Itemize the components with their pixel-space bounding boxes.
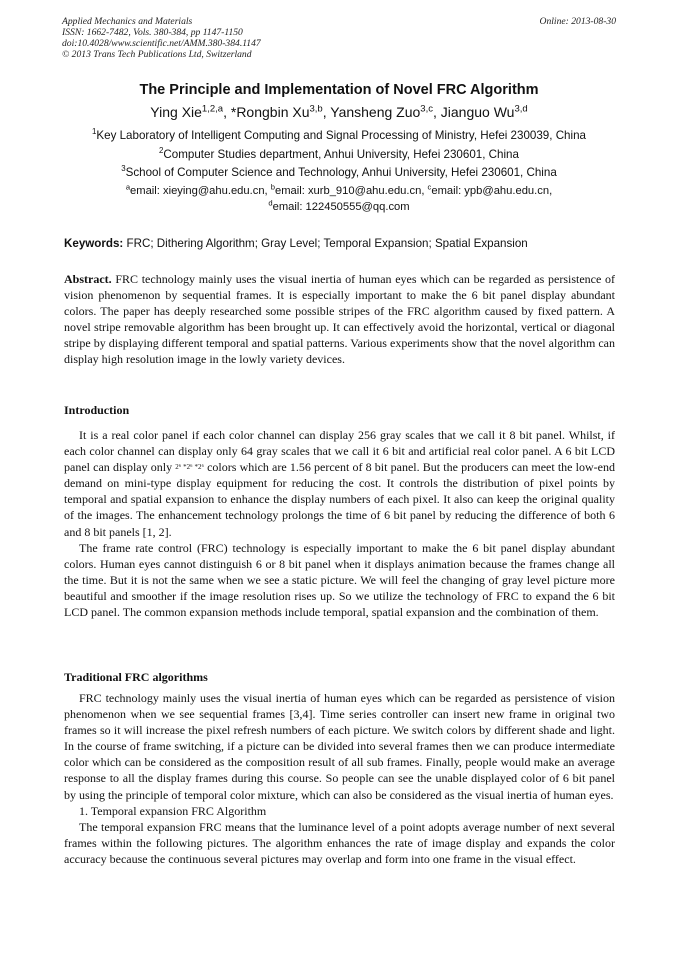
journal-name: Applied Mechanics and Materials xyxy=(62,16,193,27)
email-line: $^a$email: xieying@ahu.edu.cn, $^b$email: xurb_910@ahu.edu.cn, $^c$email: ypb@ahu.edu.cn, xyxy=(125,182,553,197)
author-name: Ying Xie xyxy=(150,104,202,120)
list-item: 1. Temporal expansion FRC Algorithm xyxy=(79,803,267,818)
author-name: Yansheng Zuo xyxy=(330,104,421,120)
journal-header xyxy=(62,16,261,60)
paragraph: The temporal expansion FRC means that the luminance level of a point adopts average number of next several frames within the following pictures. The algorithm enhances the rate of image display and expands the color accuracy because the continuous several pictures may overlap and form into one frame in the visual effect. xyxy=(64,819,615,866)
keywords-text: FRC; Dithering Algorithm; Gray Level; Temporal Expansion; Spatial Expansion xyxy=(123,237,528,250)
affiliation: $^2$Computer Studies department, Anhui University, Hefei 230601, China xyxy=(159,146,519,161)
section-heading: Traditional FRC algorithms xyxy=(64,670,208,684)
author-sup: 3,d xyxy=(514,103,528,115)
affiliation: $^3$School of Computer Science and Technology, Anhui University, Hefei 230601, China xyxy=(121,164,557,179)
abstract-label: Abstract. xyxy=(64,272,112,286)
paragraph: It is a real color panel if each color channel can display 256 gray scales that we call it 8 bit panel. Whilst, if each color channel can display only 64 gray scales that we call it 6 bit and artificial real color panel. A 6 bit LCD panel can display only 2⁶ *2⁶ *2⁶ colors which are 1.56 percent of 8 bit panel. But the producers can meet the low-end demand on mini-type display equipment for reducing the cost. It controls the distribution of pixel points by temporal and spatial expansion to enhance the display numbers of each pixel. It also can keep the original quality of the images. The enhancement technology prolongs the time of 6 bit panel by reducing the difference of both 6 and 8 bit panels [1, 2]. xyxy=(64,428,615,539)
author-sup: 3,c xyxy=(420,103,433,115)
keywords xyxy=(64,237,616,250)
section-heading: Introduction xyxy=(64,403,130,417)
doi-line: doi:10.4028/www.scientific.net/AMM.380-384.1147 xyxy=(62,38,261,49)
formula: 2⁶ *2⁶ *2⁶ xyxy=(175,463,204,472)
keywords-label: Keywords: xyxy=(64,237,124,250)
copyright-line: © 2013 Trans Tech Publications Ltd, Switzerland xyxy=(62,49,252,60)
author-sup: 3,b xyxy=(309,103,323,115)
online-date: Online: 2013-08-30 xyxy=(539,16,616,27)
author-name: Jianguo Wu xyxy=(440,104,515,120)
author-name: *Rongbin Xu xyxy=(230,104,310,120)
abstract xyxy=(64,271,615,368)
email-line: $^d$email: 122450555@qq.com xyxy=(268,198,410,213)
affiliation: $^1$Key Laboratory of Intelligent Computing and Signal Processing of Ministry, Hefei 230039, China xyxy=(92,127,586,142)
paragraph: The frame rate control (FRC) technology is especially important to make the 6 bit panel display abundant colors. Human eyes cannot distinguish 6 or 8 bit panel when it displays animation because the frames change all the time. But it is not the same when we see a static picture. We will feel the changing of gray level picture more beautiful and smoother if the image resolution rises up. So we utilize the technology of FRC to expand the 6 bit LCD panel. The common expansion methods include temporal, spatial expansion and the combination of them. xyxy=(64,540,615,620)
issn-line: ISSN: 1662-7482, Vols. 380-384, pp 1147-1150 xyxy=(62,27,243,38)
author-sup: 1,2,a xyxy=(201,103,224,115)
abstract-text: FRC technology mainly uses the visual inertia of human eyes which can be regarded as persistence of vision phenomenon by sequential frames. It is especially important to make the 6 bit panel display abundant colors. The paper has deeply researched some possible stripes of the FRC algorithm caused by fixed pattern. A novel stripe removable algorithm has been brought up. It can effectively avoid the horizontal, vertical or diagonal stripe by displaying different temporal and spatial patterns. Various experiments show that the novel algorithm can display high resolution image in the lowly variety devices. xyxy=(64,272,615,367)
paper-title: The Principle and Implementation of Novel FRC Algorithm xyxy=(139,82,539,98)
traditional-text xyxy=(64,690,615,867)
author-list: Ying Xie$^{1,2,a}$, *Rongbin Xu$^{3,b}$, Yansheng Zuo$^{3,c}$, Jianguo Wu$^{3,d}$ xyxy=(150,103,528,120)
paragraph: FRC technology mainly uses the visual inertia of human eyes which can be regarded as persistence of vision phenomenon when we see sequential frames [3,4]. Time series controller can insert new frame in original two frames so it will increase the pixel refresh numbers of each picture. We switch colors by different shade and light. In the course of frame switching, if a picture can be divided into several frames then we can produce intermediate color which can be considered as the composition result of all sub frames. Finally, people would make an average response to all the display frames during this course. So people can see the unable displayed color of 6 bit panel by using the principle of temporal color mixture, which can also be considered as the visual inertia of human eyes. xyxy=(64,691,615,802)
introduction-text xyxy=(64,427,615,620)
